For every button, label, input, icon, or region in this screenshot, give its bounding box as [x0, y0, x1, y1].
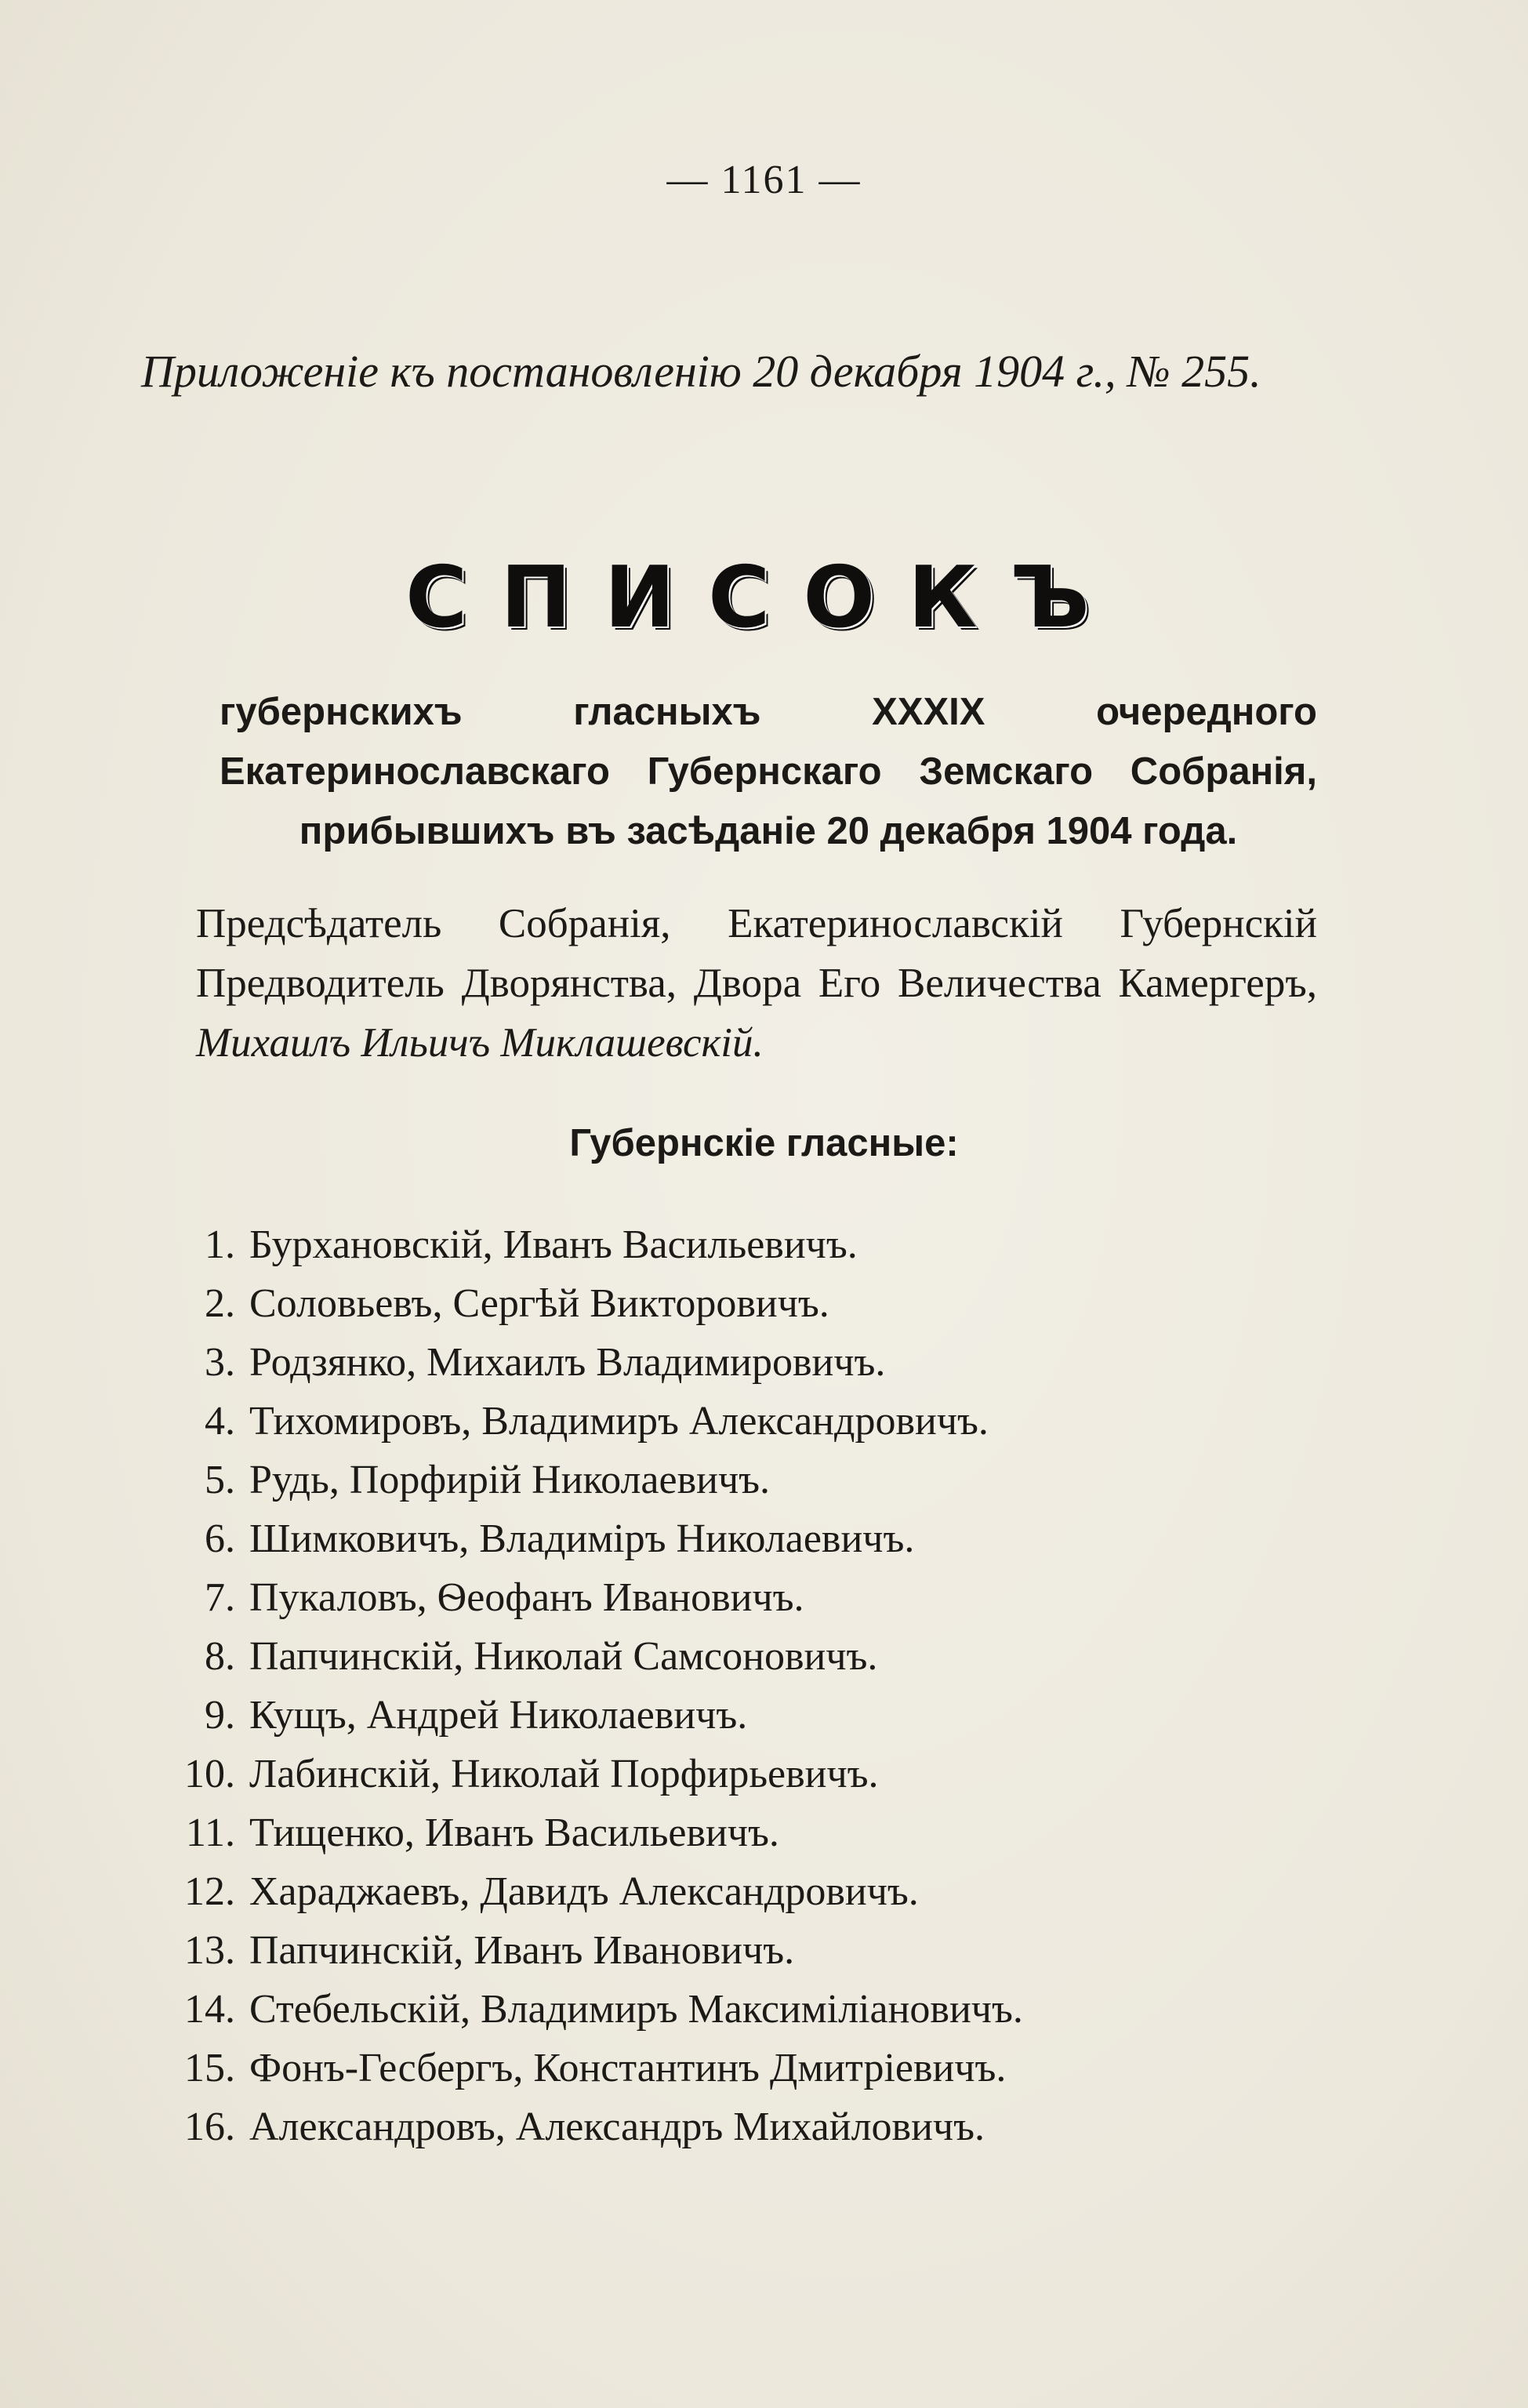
list-item-number: 15. — [184, 2046, 235, 2090]
list-item — [141, 1862, 1239, 1921]
list-item-number: 13. — [184, 1928, 235, 1973]
list-item-name: Родзянко, Михаилъ Владимировичъ. — [249, 1340, 886, 1385]
bleed-through-decoration — [1176, 259, 1474, 290]
list-item — [141, 1686, 1239, 1745]
list-item-name: Тищенко, Иванъ Васильевичъ. — [249, 1811, 779, 1855]
list-item — [141, 2039, 1239, 2097]
list-item-name: Папчинскій, Николай Самсоновичъ. — [249, 1634, 878, 1679]
list-item-name: Шимковичъ, Владиміръ Николаевичъ. — [249, 1516, 915, 1561]
list-item-number: 14. — [184, 1987, 235, 2032]
list-item — [141, 1568, 1239, 1627]
list-item-number: 6. — [205, 1516, 235, 1561]
list-item-number: 16. — [184, 2105, 235, 2149]
list-item — [141, 1333, 1239, 1392]
list-item — [141, 1215, 1239, 1274]
list-item — [141, 1745, 1239, 1803]
list-item — [141, 1980, 1239, 2039]
list-item — [141, 1509, 1239, 1568]
list-item-number: 8. — [205, 1634, 235, 1679]
list-item-name: Лабинскій, Николай Порфирьевичъ. — [249, 1752, 879, 1796]
chairman-text: Предсѣдатель Собранія, Екатеринославскій Губернскій Предводитель Дворянства, Двора Его Величества Камергеръ, — [196, 901, 1317, 1006]
list-item-number: 12. — [184, 1869, 235, 1914]
list-item-number: 9. — [205, 1693, 235, 1738]
list-item-name: Рудь, Порфирій Николаевичъ. — [249, 1458, 771, 1502]
document-title: СПИСОКЪ — [405, 549, 1123, 647]
page-number: — 1161 — — [666, 158, 862, 202]
list-item-name: Хараджаевъ, Давидъ Александровичъ. — [249, 1869, 919, 1914]
list-item — [141, 1274, 1239, 1333]
list-item-number: 11. — [185, 1811, 235, 1855]
list-item-name: Кущъ, Андрей Николаевичъ. — [249, 1693, 748, 1738]
list-item-name: Соловьевъ, Сергѣй Викторовичъ. — [249, 1281, 829, 1326]
list-item — [141, 1392, 1239, 1451]
list-item-name: Стебельскій, Владимиръ Максиміліановичъ. — [249, 1987, 1023, 2032]
members-list — [141, 1215, 1239, 2156]
chairman-name: Михаилъ Ильичъ Миклашевскій. — [196, 1020, 764, 1066]
list-item-name: Бурхановскій, Иванъ Васильевичъ. — [249, 1222, 858, 1267]
list-item-name: Тихомировъ, Владимиръ Александровичъ. — [249, 1399, 989, 1444]
appendix-note: Приложеніе къ постановленію 20 декабря 1904 г., № 255. — [141, 346, 1261, 397]
list-item — [141, 1803, 1239, 1862]
list-item-name: Папчинскій, Иванъ Ивановичъ. — [249, 1928, 795, 1973]
list-item-number: 1. — [205, 1222, 235, 1267]
list-item — [141, 1627, 1239, 1686]
list-item-number: 10. — [184, 1752, 235, 1796]
list-item — [141, 1921, 1239, 1980]
list-item-name: Александровъ, Александръ Михайловичъ. — [249, 2105, 985, 2149]
list-item-number: 3. — [205, 1340, 235, 1385]
list-item-number: 2. — [205, 1281, 235, 1326]
list-item — [141, 2097, 1239, 2156]
section-heading: Губернскіе гласные: — [569, 1122, 959, 1164]
list-item-name: Фонъ-Гесбергъ, Константинъ Дмитріевичъ. — [249, 2046, 1007, 2090]
list-item-number: 5. — [205, 1458, 235, 1502]
list-item-number: 4. — [205, 1399, 235, 1444]
document-subtitle: губернскихъ гласныхъ XXXIX очередного Екатеринославскаго Губернскаго Земскаго Собранія, прибывшихъ въ засѣданіе 20 декабря 1904 года. — [220, 691, 1317, 852]
list-item — [141, 1451, 1239, 1509]
chairman-paragraph — [196, 894, 1317, 1073]
list-item-name: Пукаловъ, Ѳеофанъ Ивановичъ. — [249, 1575, 804, 1620]
list-item-number: 7. — [205, 1575, 235, 1620]
